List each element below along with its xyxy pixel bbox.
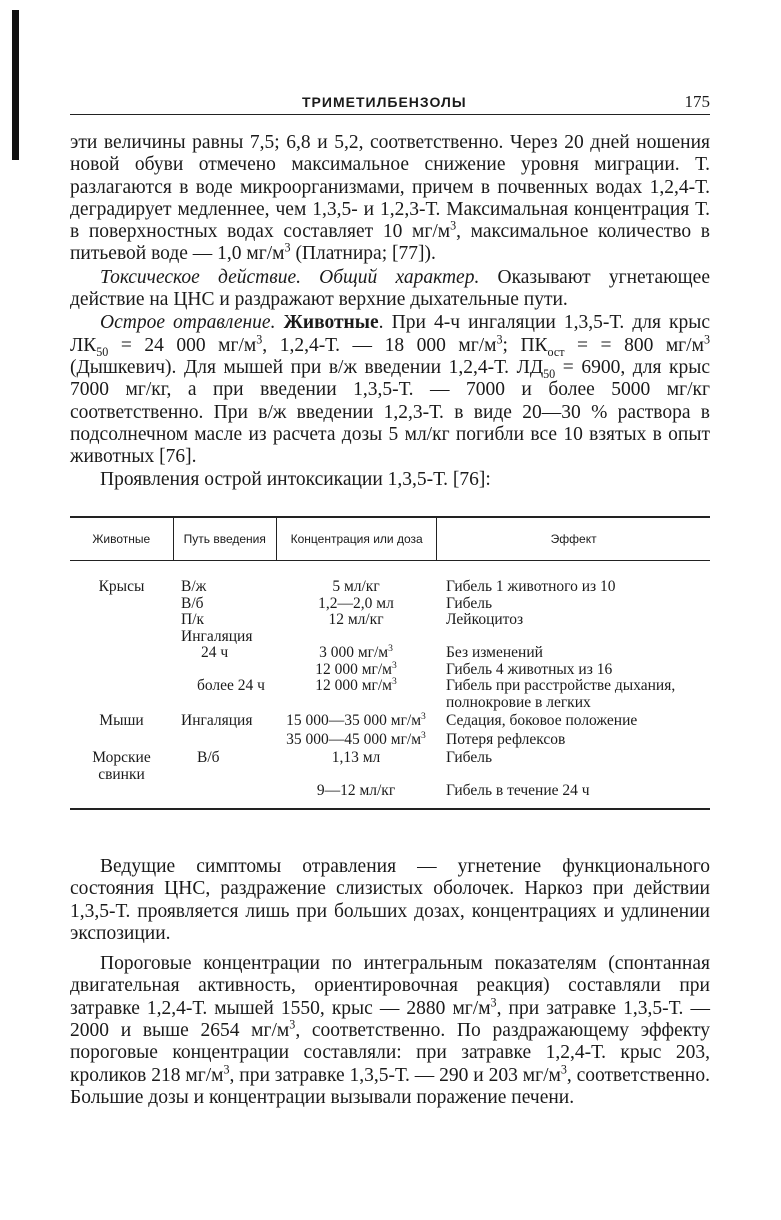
table-row: 9—12 мл/кг Гибель в течение 24 ч (316, 782, 590, 799)
table-row: В/б 1,2—2,0 мл Гибель (181, 594, 493, 612)
paragraph-threshold-concentrations: Пороговые концентрации по интегральным показателям (спонтанная двигательная активность, ориентировочная реакция) составляли при затравке 1,2,4-Т. мышей 1550, крыс — 2880 $мг/м^3$, при затравке 1,3,5-Т. — 2000 и выше 2654 $мг/м^3$, соответственно. По раздражающему эффекту пороговые концентрации составляли: при затравке 1,2,4-Т. крыс 203, кроликов 218 $мг/м^3$, при затравке 1,3,5-Т. — 290 и 203 $мг/м^3$, соответственно. Большие дозы и концентрации вызывали поражение печени. (70, 953, 710, 1108)
col-header-effect: Эффект (436, 518, 710, 560)
table-row: П/к 12 мл/кг Лейкоцитоз (181, 611, 524, 628)
table-row: Крысы В/ж 5 мл/кг Гибель 1 животного из 10 (98, 578, 616, 595)
page-header (70, 92, 710, 115)
col-header-route: Путь введения (173, 518, 277, 560)
running-title: ТРИМЕТИЛБЕНЗОЛЫ (302, 94, 467, 110)
table-body (70, 561, 710, 808)
paragraph-acute-poisoning: Острое отравление. Животные. При 4-ч ингаляции 1,3,5-Т. для крыс $ЛК_{50} = 24$ 000 $мг/м^3$, 1,2,4-Т. — 18 000 $мг/м^3$; $ПК_{ост}$ = = 800 $мг/м^3$ (Дышкевич). Для мышей при в/ж введении 1,2,4-Т. $ЛД_{50} = 6900$, для крыс 7000 мг/кг, а при введении 1,3,5-Т. — 7000 и более 5000 мг/кг соответственно. При в/ж введении 1,2,3-Т. в виде 20—30 % раствора в подсолнечном масле из расчета дозы 5 мл/кг погибли все 10 взятых в опыт животных [76]. (70, 312, 711, 468)
subheading-animals: Животные (283, 312, 379, 334)
table-row: 12 000 $мг/м^3$ Гибель 4 животных из 16 (315, 659, 613, 678)
table-header (70, 518, 710, 561)
col-header-animals: Животные (92, 531, 151, 546)
toxicity-table (70, 516, 710, 810)
paragraph-general-toxicity: Токсическое действие. Общий характер. Оказывают угнетающее действие на ЦНС и раздражают верхние дыхательные пути. (70, 266, 710, 311)
section-heading-general: Токсическое действие. Общий характер. (100, 266, 480, 288)
table-row: 24 ч 3 000 $мг/м^3$ Без изменений (201, 642, 543, 661)
section-heading-acute: Острое отравление. (100, 312, 276, 334)
col-header-dose: Концентрация или доза (276, 518, 436, 560)
page-number: 175 (684, 92, 710, 111)
table-row: Ингаляция (181, 627, 253, 645)
text-block-top (70, 132, 710, 492)
paragraph-table-intro: Проявления острой интоксикации 1,3,5-Т. [76]: (100, 469, 491, 491)
paragraph-leading-symptoms: Ведущие симптомы отравления — угнетение функционального состояния ЦНС, раздражение слизистых оболочек. Наркоз при действии 1,3,5-Т. проявляется лишь при больших дозах, концентрациях и удлинении экспозиции. (70, 856, 710, 944)
table-row: Мыши Ингаляция 15 000—35 000 $мг/м^3$ Седация, боковое положение (99, 710, 638, 729)
margin-scan-bar (12, 10, 19, 160)
table-row: Морские свинки В/б 1,13 мл Гибель (92, 749, 493, 783)
table-row: более 24 ч 12 000 $мг/м^3$ Гибель при расстройстве дыхания, полнокровие в легких (197, 675, 676, 711)
paragraph-migration: эти величины равны 7,5; 6,8 и 5,2, соответственно. Через 20 дней ношения новой обуви отмечено максимальное снижение уровня миграции. Т. разлагаются в воде микроорганизмами, причем в почвенных водах 1,2,4-Т. деградирует медленнее, чем 1,3,5- и 1,2,3-Т. Максимальная концентрация Т. в поверхностных водах составляет 10 $мг/м^3$, максимальное количество в питьевой воде — 1,0 $мг/м^3$ (Платнира; [77]). (70, 132, 710, 265)
table-row: 35 000—45 000 $мг/м^3$ Потеря рефлексов (286, 729, 566, 748)
text-block-bottom (70, 856, 710, 1109)
